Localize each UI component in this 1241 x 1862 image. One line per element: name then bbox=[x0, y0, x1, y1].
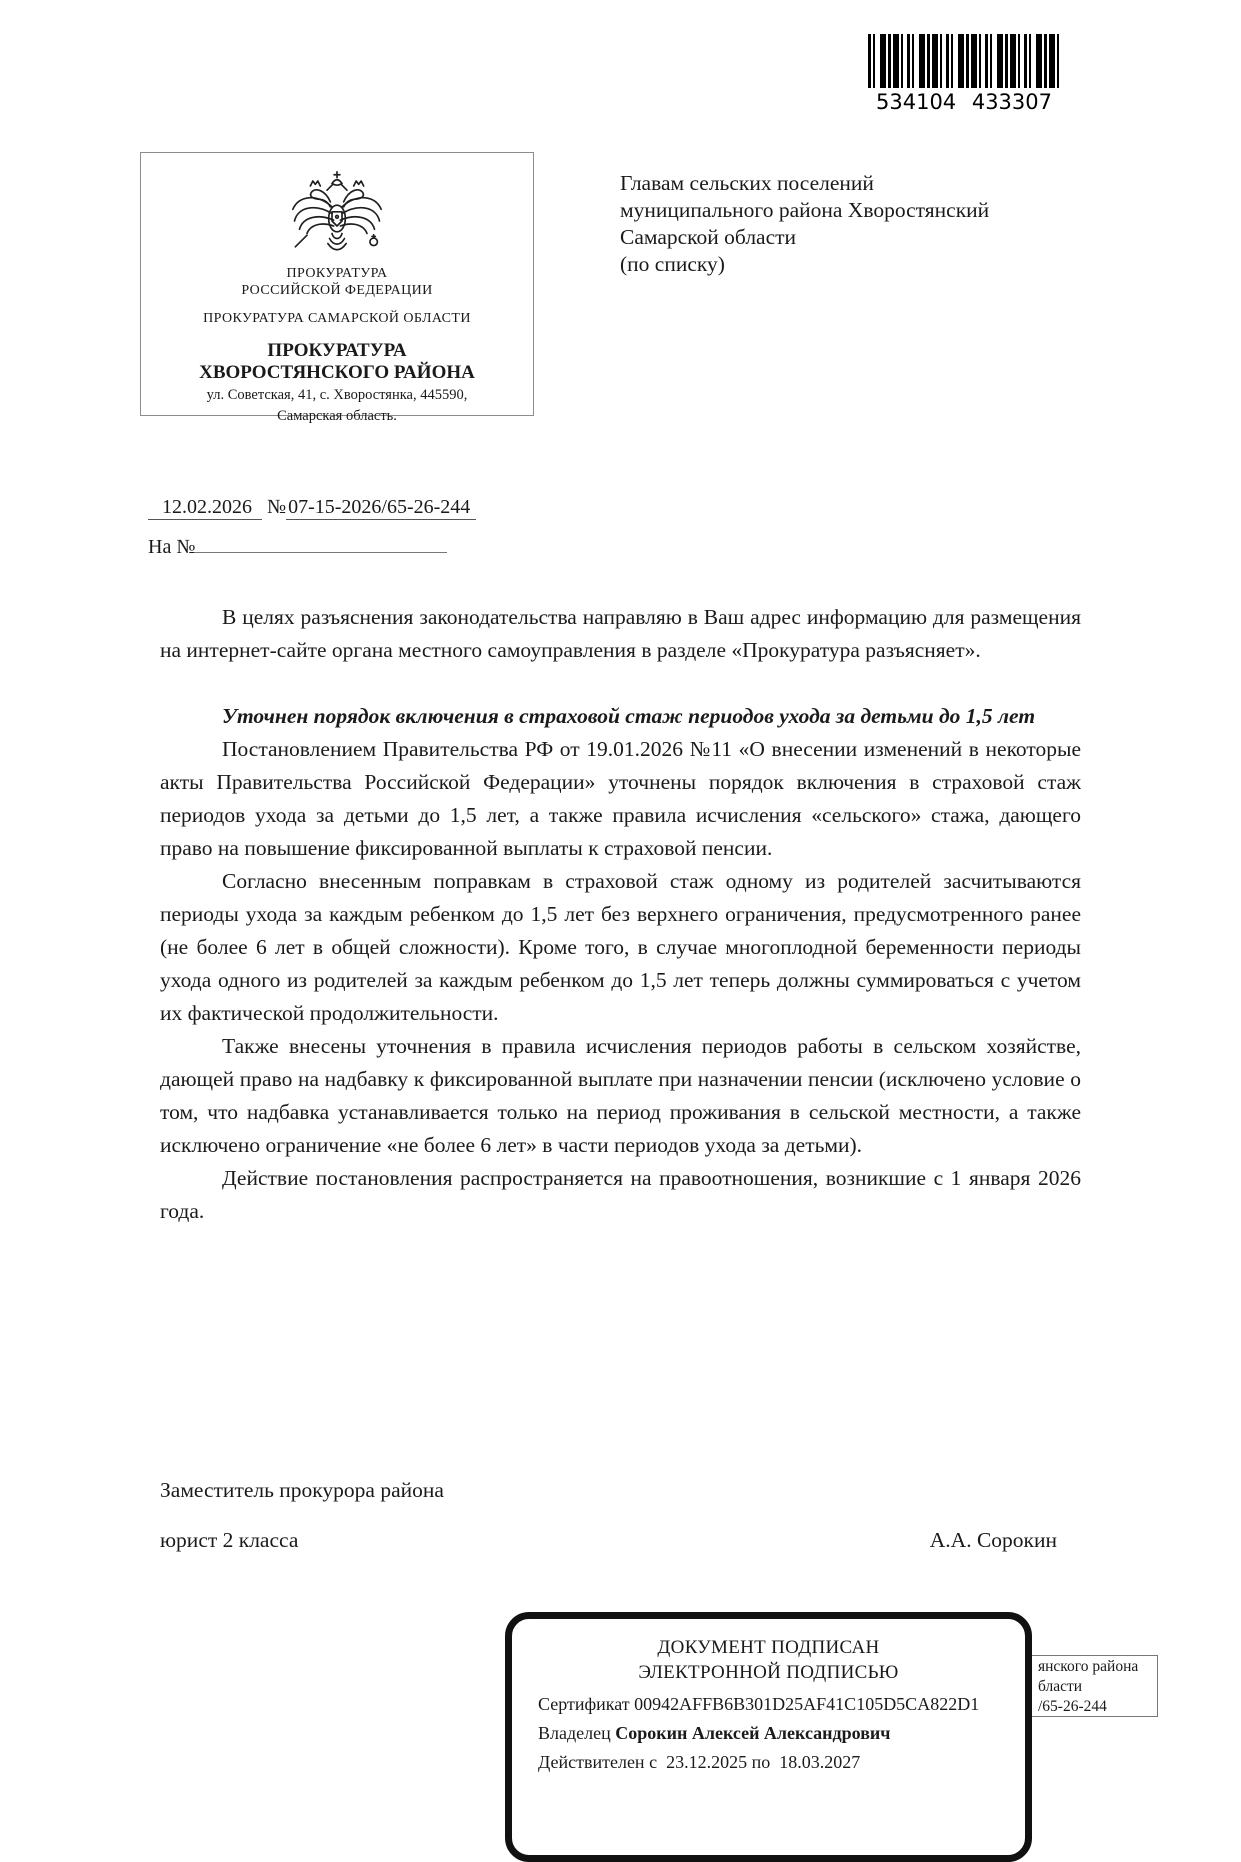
esign-title-line2: ЭЛЕКТРОННОЙ ПОДПИСЬЮ bbox=[638, 1662, 899, 1683]
org-region-line: ПРОКУРАТУРА САМАРСКОЙ ОБЛАСТИ bbox=[203, 311, 471, 326]
signer-position-line1: Заместитель прокурора района bbox=[160, 1478, 444, 1502]
esign-cert-label: Сертификат bbox=[538, 1694, 630, 1714]
body-paragraph-3: Согласно внесенным поправкам в страховой стаж одному из родителей засчитываются периоды ухода за каждым ребенком до 1,5 лет без верхнего ограничения, предусмотренного ранее (не более 6 лет в общей сложности). Кроме того, в случае многоплодной беременности периоды ухода одного из родителей за каждым ребенком до 1,5 лет теперь должны суммироваться с учетом их фактической продолжительности. bbox=[160, 869, 1081, 1025]
electronic-signature-stamp bbox=[505, 1612, 1032, 1862]
letter-body bbox=[160, 601, 1081, 1228]
org-district-name-line2: ХВОРОСТЯНСКОГО РАЙОНА bbox=[199, 362, 475, 383]
org-federation-line2: РОССИЙСКОЙ ФЕДЕРАЦИИ bbox=[241, 283, 433, 298]
esign-owner-value: Сорокин Алексей Александрович bbox=[615, 1723, 891, 1743]
outgoing-date: 12.02.2026 bbox=[148, 496, 262, 520]
recipient-line: (по списку) bbox=[620, 252, 725, 276]
signer-name: А.А. Сорокин bbox=[929, 1528, 1057, 1552]
registration-stamp-line: янского района bbox=[1038, 1658, 1139, 1675]
registration-stamp bbox=[1022, 1655, 1158, 1717]
barcode-bars-icon bbox=[868, 34, 1060, 88]
outgoing-number: 07-15-2026/65-26-244 bbox=[286, 496, 476, 520]
body-paragraph-1: В целях разъяснения законодательства направляю в Ваш адрес информацию для размещения на интернет-сайте органа местного самоуправления в разделе «Прокуратура разъясняет». bbox=[160, 605, 1081, 662]
body-paragraph-2: Постановлением Правительства РФ от 19.01.2026 №11 «О внесении изменений в некоторые акты Правительства Российской Федерации» уточнены порядок включения в страховой стаж периодов ухода за детьми до 1,5 лет, а также правила исчисления «сельского» стажа, дающего право на повышение фиксированной выплаты к страховой пенсии. bbox=[160, 737, 1081, 860]
org-federation-line1: ПРОКУРАТУРА bbox=[286, 266, 388, 281]
org-address-line1: ул. Советская, 41, с. Хворостянка, 445590, bbox=[206, 387, 468, 403]
reply-reference-line bbox=[148, 534, 447, 559]
signature-block bbox=[160, 1478, 1057, 1553]
coat-of-arms-icon bbox=[287, 167, 387, 265]
esign-valid-label: Действителен с bbox=[538, 1752, 658, 1772]
esign-valid-from: 23.12.2025 bbox=[666, 1752, 748, 1772]
esign-valid-to-label: по bbox=[751, 1752, 771, 1772]
signer-position-line2: юрист 2 класса bbox=[160, 1528, 299, 1552]
body-paragraph-5: Действие постановления распространяется на правоотношения, возникшие с 1 января 2026 года. bbox=[160, 1166, 1081, 1223]
letterhead-box bbox=[140, 152, 534, 424]
registration-stamp-line: бласти bbox=[1038, 1678, 1083, 1695]
reply-number-blank bbox=[195, 534, 447, 553]
barcode-number-left: 534104 bbox=[876, 90, 957, 114]
number-sign: № bbox=[267, 496, 287, 518]
recipient-line: муниципального района Хворостянский bbox=[620, 198, 990, 222]
barcode bbox=[868, 34, 1060, 114]
esign-cert-value: 00942AFFB6B301D25AF41C105D5CA822D1 bbox=[634, 1694, 980, 1714]
body-paragraph-4: Также внесены уточнения в правила исчисления периодов работы в сельском хозяйстве, дающей право на надбавку к фиксированной выплате при назначении пенсии (исключено условие о том, что надбавка устанавливается только на период проживания в сельской местности, а также исключено ограничение «не более 6 лет» в части периодов ухода за детьми). bbox=[160, 1034, 1081, 1157]
esign-valid-to: 18.03.2027 bbox=[779, 1752, 861, 1772]
recipient-line: Главам сельских поселений bbox=[620, 171, 874, 195]
reply-label: На № bbox=[148, 536, 196, 558]
registration-stamp-line: /65-26-244 bbox=[1038, 1698, 1107, 1715]
recipient-block bbox=[620, 170, 989, 278]
subject-heading: Уточнен порядок включения в страховой стаж периодов ухода за детьми до 1,5 лет bbox=[222, 704, 1036, 728]
outgoing-reference-line bbox=[148, 496, 476, 519]
barcode-number-right: 433307 bbox=[971, 90, 1052, 114]
org-district-name-line1: ПРОКУРАТУРА bbox=[267, 340, 407, 361]
recipient-line: Самарской области bbox=[620, 225, 797, 249]
esign-title-line1: ДОКУМЕНТ ПОДПИСАН bbox=[657, 1637, 880, 1658]
org-address-line2: Самарская область. bbox=[277, 408, 397, 424]
esign-owner-label: Владелец bbox=[538, 1723, 611, 1743]
